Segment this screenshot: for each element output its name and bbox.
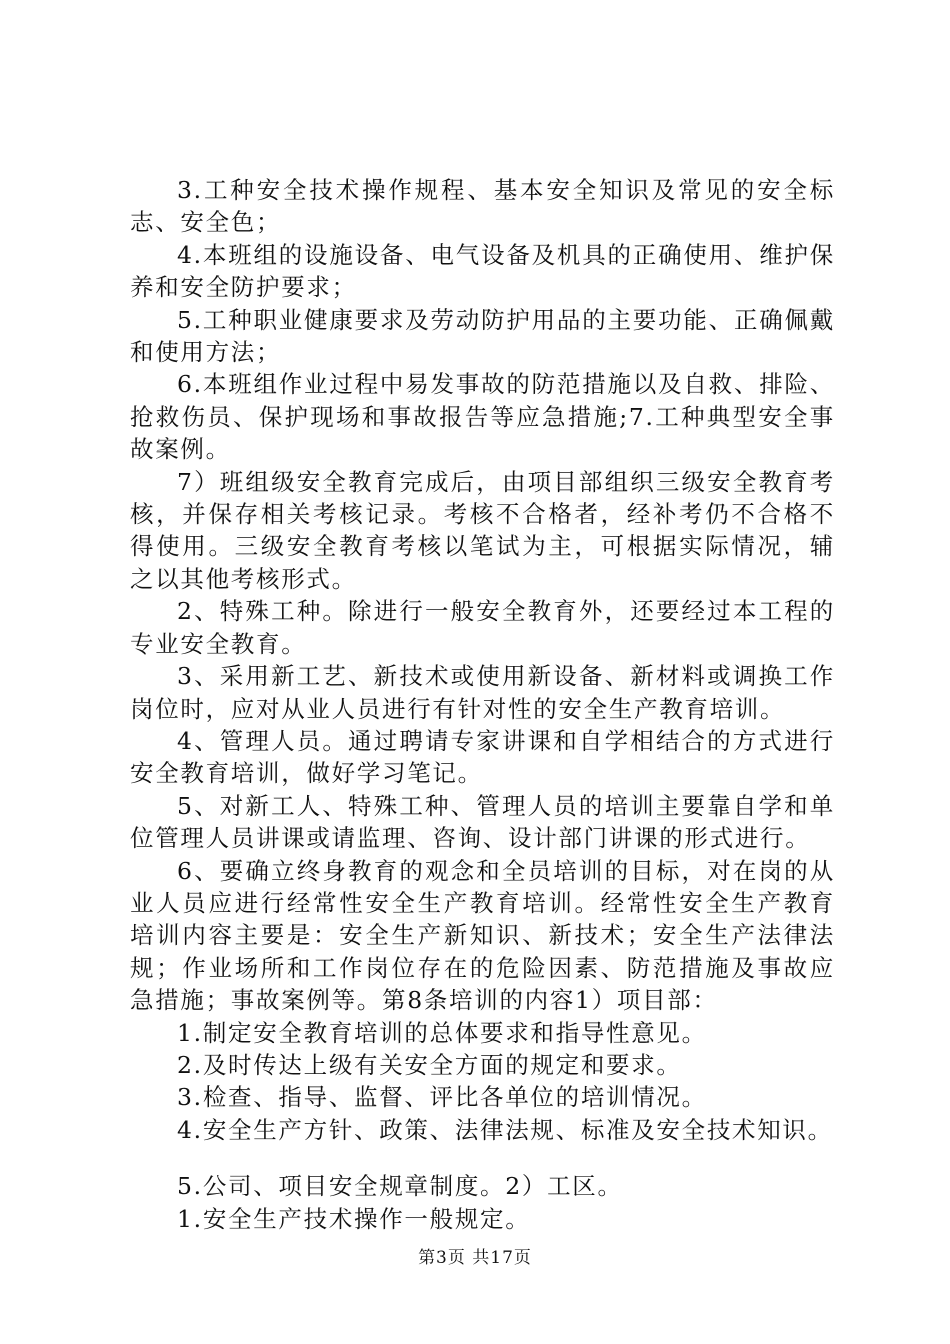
- page-number: 第3页 共17页: [418, 1248, 532, 1268]
- paragraph: 6.本班组作业过程中易发事故的防范措施以及自救、排险、抢救伤员、保护现场和事故报告等应急措施;7.工种典型安全事故案例。: [130, 370, 835, 464]
- paragraph: 4.本班组的设施设备、电气设备及机具的正确使用、维护保养和安全防护要求；: [130, 240, 835, 302]
- paragraph: 5.工种职业健康要求及劳动防护用品的主要功能、正确佩戴和使用方法；: [130, 305, 835, 367]
- paragraph: 2、特殊工种。除进行一般安全教育外，还要经过本工程的专业安全教育。: [130, 597, 835, 658]
- paragraph: 7）班组级安全教育完成后，由项目部组织三级安全教育考核，并保存相关考核记录。考核不合格者，经补考仍不合格不得使用。三级安全教育考核以笔试为主，可根据实际情况，辅之以其他考核形式。: [130, 467, 835, 593]
- paragraph: 3.工种安全技术操作规程、基本安全知识及常见的安全标志、安全色；: [130, 176, 835, 237]
- paragraph: 5、对新工人、特殊工种、管理人员的培训主要靠自学和单位管理人员讲课或请监理、咨询、设计部门讲课的形式进行。: [130, 791, 835, 853]
- paragraph: 1.制定安全教育培训的总体要求和指导性意见。: [177, 1018, 707, 1047]
- page-footer: [0, 1243, 950, 1268]
- paragraph: 2.及时传达上级有关安全方面的规定和要求。: [177, 1050, 682, 1079]
- paragraph: 5.公司、项目安全规章制度。2）工区。: [177, 1172, 623, 1201]
- document-body: [130, 174, 835, 1235]
- paragraph: 6、要确立终身教育的观念和全员培训的目标，对在岗的从业人员应进行经常性安全生产教育培训。经常性安全生产教育培训内容主要是：安全生产新知识、新技术；安全生产法律法规；作业场所和工作岗位存在的危险因素、防范措施及事故应急措施；事故案例等。第8条培训的内容1）项目部：: [130, 856, 835, 1015]
- paragraph: 1.安全生产技术操作一般规定。: [177, 1204, 531, 1233]
- paragraph: 3.检查、指导、监督、评比各单位的培训情况。: [177, 1083, 707, 1112]
- paragraph: 4、管理人员。通过聘请专家讲课和自学相结合的方式进行安全教育培训，做好学习笔记。: [130, 726, 835, 788]
- paragraph: 3、采用新工艺、新技术或使用新设备、新材料或调换工作岗位时，应对从业人员进行有针对性的安全生产教育培训。: [130, 662, 835, 723]
- paragraph: 4.安全生产方针、政策、法律法规、标准及安全技术知识。: [177, 1115, 833, 1144]
